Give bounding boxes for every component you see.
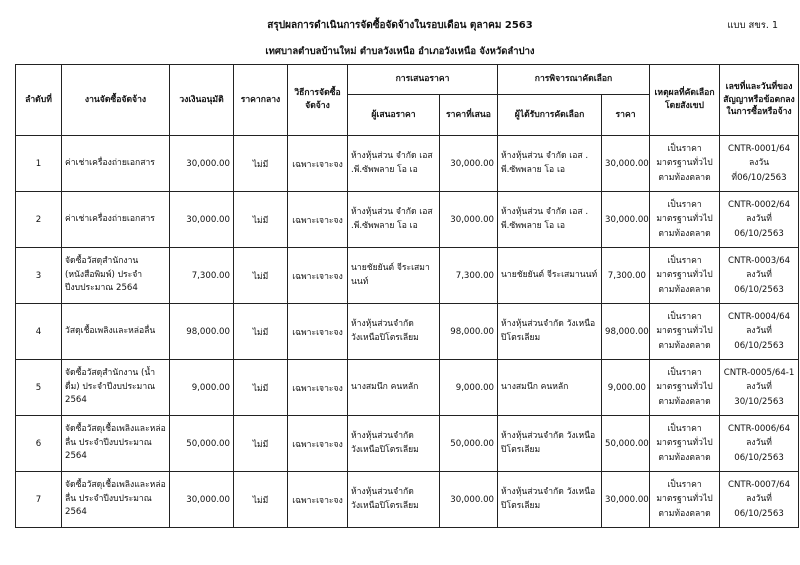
cell-winner: ห้างหุ้นส่วน จำกัด เอส . พี.ซัพพลาย โอ เอ — [498, 136, 602, 192]
cell-budget: 30,000.00 — [170, 472, 234, 528]
cell-contract: CNTR-0006/64 ลงวันที่ 06/10/2563 — [720, 416, 799, 472]
cell-bidder: ห้างหุ้นส่วนจำกัด วังเหนือปิโตรเลียม — [348, 472, 440, 528]
cell-price: 7,300.00 — [602, 248, 650, 304]
cell-contract: CNTR-0001/64 ลงวันที่06/10/2563 — [720, 136, 799, 192]
cell-bidder: นายชัยยันต์ จีระเสมานนท์ — [348, 248, 440, 304]
cell-offer-price: 30,000.00 — [440, 472, 498, 528]
header-contract: เลขที่และวันที่ของสัญญาหรือข้อตกลงในการซื้อหรือจ้าง — [720, 65, 799, 136]
cell-seq: 2 — [16, 192, 62, 248]
cell-budget: 7,300.00 — [170, 248, 234, 304]
header-offer-price: ราคาที่เสนอ — [440, 95, 498, 136]
cell-reason: เป็นราคามาตรฐานทั่วไปตามท้องตลาด — [650, 416, 720, 472]
header-item: งานจัดซื้อจัดจ้าง — [62, 65, 170, 136]
header-bidder: ผู้เสนอราคา — [348, 95, 440, 136]
cell-median-price: ไม่มี — [234, 472, 288, 528]
cell-median-price: ไม่มี — [234, 136, 288, 192]
cell-winner: ห้างหุ้นส่วน จำกัด เอส . พี.ซัพพลาย โอ เอ — [498, 192, 602, 248]
cell-bidder: ห้างหุ้นส่วน จำกัด เอส .พี.ซัพพลาย โอ เอ — [348, 192, 440, 248]
cell-offer-price: 30,000.00 — [440, 136, 498, 192]
cell-contract: CNTR-0004/64 ลงวันที่ 06/10/2563 — [720, 304, 799, 360]
cell-budget: 50,000.00 — [170, 416, 234, 472]
cell-offer-price: 7,300.00 — [440, 248, 498, 304]
cell-seq: 7 — [16, 472, 62, 528]
cell-winner: นางสมนึก คนหลัก — [498, 360, 602, 416]
cell-item: จัดซื้อวัสดุเชื้อเพลิงและหล่อลื่น ประจำปีงบประมาณ 2564 — [62, 416, 170, 472]
header-price: ราคา — [602, 95, 650, 136]
cell-contract: CNTR-0005/64-1 ลงวันที่ 30/10/2563 — [720, 360, 799, 416]
cell-budget: 98,000.00 — [170, 304, 234, 360]
document-subtitle: เทศบาลตำบลบ้านใหม่ ตำบลวังเหนือ อำเภอวังเหนือ จังหวัดลำปาง — [265, 46, 535, 57]
table-row — [16, 136, 799, 192]
cell-item: จัดซื้อวัสดุเชื้อเพลิงและหล่อลื่น ประจำปีงบประมาณ 2564 — [62, 472, 170, 528]
cell-bidder: นางสมนึก คนหลัก — [348, 360, 440, 416]
cell-reason: เป็นราคามาตรฐานทั่วไปตามท้องตลาด — [650, 192, 720, 248]
table-row — [16, 416, 799, 472]
cell-seq: 3 — [16, 248, 62, 304]
document-title: สรุปผลการดำเนินการจัดซื้อจัดจ้างในรอบเดือน ตุลาคม 2563 — [267, 20, 533, 31]
cell-method: เฉพาะเจาะจง — [288, 304, 348, 360]
cell-contract: CNTR-0002/64 ลงวันที่ 06/10/2563 — [720, 192, 799, 248]
cell-bidder: ห้างหุ้นส่วนจำกัด วังเหนือปิโตรเลียม — [348, 416, 440, 472]
table-row — [16, 192, 799, 248]
header-selection-group: การพิจารณาคัดเลือก — [498, 65, 650, 95]
cell-reason: เป็นราคามาตรฐานทั่วไปตามท้องตลาด — [650, 248, 720, 304]
cell-method: เฉพาะเจาะจง — [288, 416, 348, 472]
procurement-table — [15, 64, 799, 528]
cell-seq: 5 — [16, 360, 62, 416]
table-row — [16, 304, 799, 360]
cell-reason: เป็นราคามาตรฐานทั่วไปตามท้องตลาด — [650, 360, 720, 416]
cell-winner: นายชัยยันต์ จีระเสมานนท์ — [498, 248, 602, 304]
cell-seq: 6 — [16, 416, 62, 472]
cell-seq: 4 — [16, 304, 62, 360]
cell-budget: 30,000.00 — [170, 136, 234, 192]
cell-price: 30,000.00 — [602, 192, 650, 248]
cell-median-price: ไม่มี — [234, 248, 288, 304]
cell-winner: ห้างหุ้นส่วนจำกัด วังเหนือปิโตรเลียม — [498, 304, 602, 360]
cell-reason: เป็นราคามาตรฐานทั่วไปตามท้องตลาด — [650, 136, 720, 192]
cell-contract: CNTR-0003/64 ลงวันที่ 06/10/2563 — [720, 248, 799, 304]
cell-method: เฉพาะเจาะจง — [288, 192, 348, 248]
cell-reason: เป็นราคามาตรฐานทั่วไปตามท้องตลาด — [650, 472, 720, 528]
form-code: แบบ สขร. 1 — [727, 20, 778, 31]
cell-item: วัสดุเชื้อเพลิงและหล่อลื่น — [62, 304, 170, 360]
cell-budget: 9,000.00 — [170, 360, 234, 416]
header-seq: ลำดับที่ — [16, 65, 62, 136]
cell-offer-price: 30,000.00 — [440, 192, 498, 248]
cell-item: ค่าเช่าเครื่องถ่ายเอกสาร — [62, 136, 170, 192]
cell-price: 50,000.00 — [602, 416, 650, 472]
cell-reason: เป็นราคามาตรฐานทั่วไปตามท้องตลาด — [650, 304, 720, 360]
cell-method: เฉพาะเจาะจง — [288, 136, 348, 192]
cell-budget: 30,000.00 — [170, 192, 234, 248]
cell-price: 98,000.00 — [602, 304, 650, 360]
header-winner: ผู้ได้รับการคัดเลือก — [498, 95, 602, 136]
cell-price: 30,000.00 — [602, 472, 650, 528]
cell-method: เฉพาะเจาะจง — [288, 360, 348, 416]
header-offer-group: การเสนอราคา — [348, 65, 498, 95]
cell-offer-price: 98,000.00 — [440, 304, 498, 360]
cell-bidder: ห้างหุ้นส่วนจำกัด วังเหนือปิโตรเลียม — [348, 304, 440, 360]
header-reason: เหตุผลที่คัดเลือกโดยสังเขป — [650, 65, 720, 136]
cell-seq: 1 — [16, 136, 62, 192]
cell-median-price: ไม่มี — [234, 192, 288, 248]
table-row — [16, 360, 799, 416]
header-median-price: ราคากลาง — [234, 65, 288, 136]
cell-item: จัดซื้อวัสดุสำนักงาน (หนังสือพิมพ์) ประจำปีงบประมาณ 2564 — [62, 248, 170, 304]
cell-bidder: ห้างหุ้นส่วน จำกัด เอส .พี.ซัพพลาย โอ เอ — [348, 136, 440, 192]
header-budget: วงเงินอนุมัติ — [170, 65, 234, 136]
cell-price: 30,000.00 — [602, 136, 650, 192]
cell-item: จัดซื้อวัสดุสำนักงาน (น้ำดื่ม) ประจำปีงบประมาณ 2564 — [62, 360, 170, 416]
cell-median-price: ไม่มี — [234, 304, 288, 360]
cell-method: เฉพาะเจาะจง — [288, 472, 348, 528]
header-method: วิธีการจัดซื้อจัดจ้าง — [288, 65, 348, 136]
table-row — [16, 472, 799, 528]
cell-contract: CNTR-0007/64 ลงวันที่ 06/10/2563 — [720, 472, 799, 528]
cell-winner: ห้างหุ้นส่วนจำกัด วังเหนือปิโตรเลียม — [498, 472, 602, 528]
cell-median-price: ไม่มี — [234, 360, 288, 416]
cell-median-price: ไม่มี — [234, 416, 288, 472]
cell-price: 9,000.00 — [602, 360, 650, 416]
cell-winner: ห้างหุ้นส่วนจำกัด วังเหนือปิโตรเลียม — [498, 416, 602, 472]
cell-offer-price: 9,000.00 — [440, 360, 498, 416]
cell-item: ค่าเช่าเครื่องถ่ายเอกสาร — [62, 192, 170, 248]
table-row — [16, 248, 799, 304]
cell-method: เฉพาะเจาะจง — [288, 248, 348, 304]
cell-offer-price: 50,000.00 — [440, 416, 498, 472]
